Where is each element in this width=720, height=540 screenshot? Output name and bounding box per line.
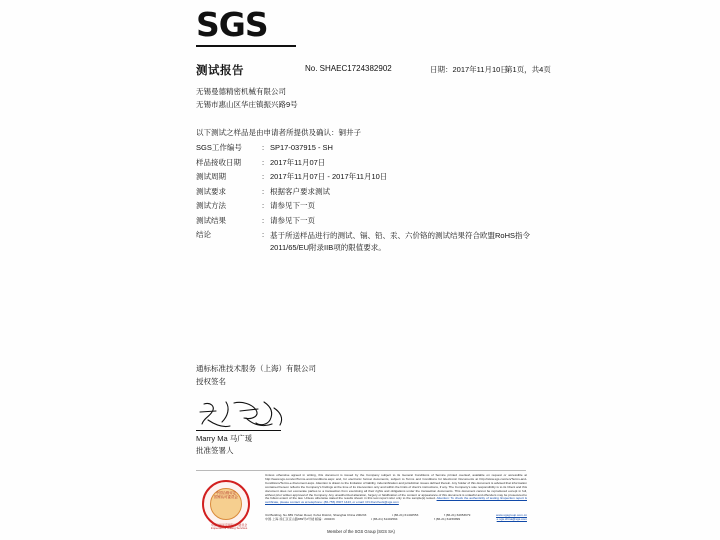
stamp-text: 中国合格评定 国家认可委员会 <box>214 491 238 500</box>
detail-row <box>196 201 536 211</box>
footer-tel: t (86-21) 61402553 <box>392 513 419 517</box>
footer-tel2: t (86-21) 61402594 <box>371 517 398 522</box>
report-date: 日期：2017年11月10日 <box>430 65 508 74</box>
detail-label: 测试要求 <box>196 186 226 196</box>
sample-statement: 以下测试之样品是由申请者所提供及确认：铜井子 <box>196 128 361 137</box>
detail-colon: : <box>262 230 265 239</box>
detail-colon: : <box>262 186 265 196</box>
page-title: 测试报告 <box>196 65 244 77</box>
authorizing-organization: 通标标准技术服务（上海）有限公司 <box>196 364 316 373</box>
detail-value: 根据客户要求测试 <box>270 186 330 196</box>
detail-row <box>196 187 536 197</box>
detail-colon: : <box>262 215 265 225</box>
signatory-role: 批准签署人 <box>196 446 234 455</box>
footer-fax: f (86-21) 64953679 <box>444 513 471 517</box>
detail-colon: : <box>262 172 265 181</box>
detail-list <box>196 143 536 258</box>
footer-email[interactable]: e sgs.china@sgs.com <box>496 517 527 522</box>
detail-label: 结论 <box>196 230 211 239</box>
detail-value: 请参见下一页 <box>270 215 315 225</box>
detail-row <box>196 172 536 182</box>
report-number: No. SHAEC1724382902 <box>305 64 392 73</box>
footer-web[interactable]: www.sgsgroup.com.cn <box>496 513 527 517</box>
detail-colon: : <box>262 143 265 152</box>
sgs-logo <box>196 5 296 50</box>
detail-value: 2017年11月07日 <box>270 157 326 167</box>
detail-row-conclusion <box>196 230 536 253</box>
detail-value: 2017年11月07日 - 2017年11月10日 <box>270 172 388 181</box>
footer-address-en: 3rd Building, No.889 Yishan Road, Xuhui District, Shanghai China 200233 <box>265 513 367 517</box>
detail-label: 样品接收日期 <box>196 157 241 167</box>
signatory-name: Marry Ma 马广瑗 <box>196 434 253 443</box>
detail-colon: : <box>262 201 265 210</box>
stamp-label: 中国合格评定国家认可委员会 Inspection & Testing Services <box>210 523 248 531</box>
detail-label: SGS工作编号 <box>196 143 242 152</box>
detail-row <box>196 158 536 168</box>
detail-value: 基于所送样品进行的测试、镉、铅、汞、六价铬的测试结果符合欧盟RoHS指令2011/65/EU附录IIB项的限值要求。 <box>270 231 531 252</box>
footer-legal-body: Unless otherwise agreed in writing, this document is issued by the Company subject to its General Conditions of Service printed overleaf, available on request or accessible at http://www.sgs.com/en/Terms-and-Conditions.aspx and, for electronic format documents, subject to Terms and Conditions for Electronic Documents at http://www.sgs.com/en/Terms-and-Conditions/Terms-e-Document.aspx. Attention is drawn to the limitation of liability, indemnification and jurisdiction issues defined therein. Any holder of this document is advised that information contained hereon reflects the Company's findings at the time of its intervention only and within the limits of client's instructions, if any. The Company's sole responsibility is to its Client and this document does not exonerate parties to a transaction from exercising all their rights and obligations under the transaction documents. This document cannot be reproduced except in full, without prior written approval of the Company. Any unauthorized alteration, forgery or falsification of the content or appearance of this document is unlawful and offenders may be prosecuted to the fullest extent of the law. Unless otherwise stated the results shown in this test report refer only to the sample(s) tested. <box>265 473 527 501</box>
footer-address-block <box>265 513 527 521</box>
footer-fax2: f (86-21) 61156899 <box>434 517 461 522</box>
footer-divider <box>196 470 526 471</box>
handwritten-signature-icon <box>196 398 291 432</box>
sgs-logo-text: SGS <box>196 5 268 44</box>
authorized-signature-label: 授权签名 <box>196 377 226 386</box>
stamp-ring <box>202 480 250 528</box>
detail-label: 测试周期 <box>196 172 226 181</box>
accreditation-stamp <box>200 480 256 531</box>
footer-attention: Attention: To check the authenticity of testing /inspection report & certificate, please contact us at telephone: (86-755) 8307 1443, or email: CN.Doccheck@sgs.com <box>265 496 527 505</box>
detail-value: 请参见下一页 <box>270 201 315 210</box>
client-address: 无锡市惠山区华庄镇振兴路9号 <box>196 100 298 109</box>
detail-row <box>196 216 536 226</box>
footer-address-cn: 中国·上海·徐汇区宜山路889号2号楼 邮编：200233 <box>265 517 335 522</box>
footer-member-line: Member of the SGS Group (SGS SA) <box>327 529 395 534</box>
detail-label: 测试结果 <box>196 215 226 225</box>
detail-label: 测试方法 <box>196 201 226 210</box>
sgs-logo-underline <box>196 45 296 47</box>
client-name: 无锡曼德精密机械有限公司 <box>196 87 286 96</box>
detail-value: SP17-037915 - SH <box>270 143 333 152</box>
report-page-count: 第1页，共4页 <box>505 65 551 74</box>
detail-colon: : <box>262 157 265 167</box>
footer-legal-text <box>265 474 527 505</box>
signature-rule <box>196 430 281 431</box>
detail-row <box>196 143 536 153</box>
